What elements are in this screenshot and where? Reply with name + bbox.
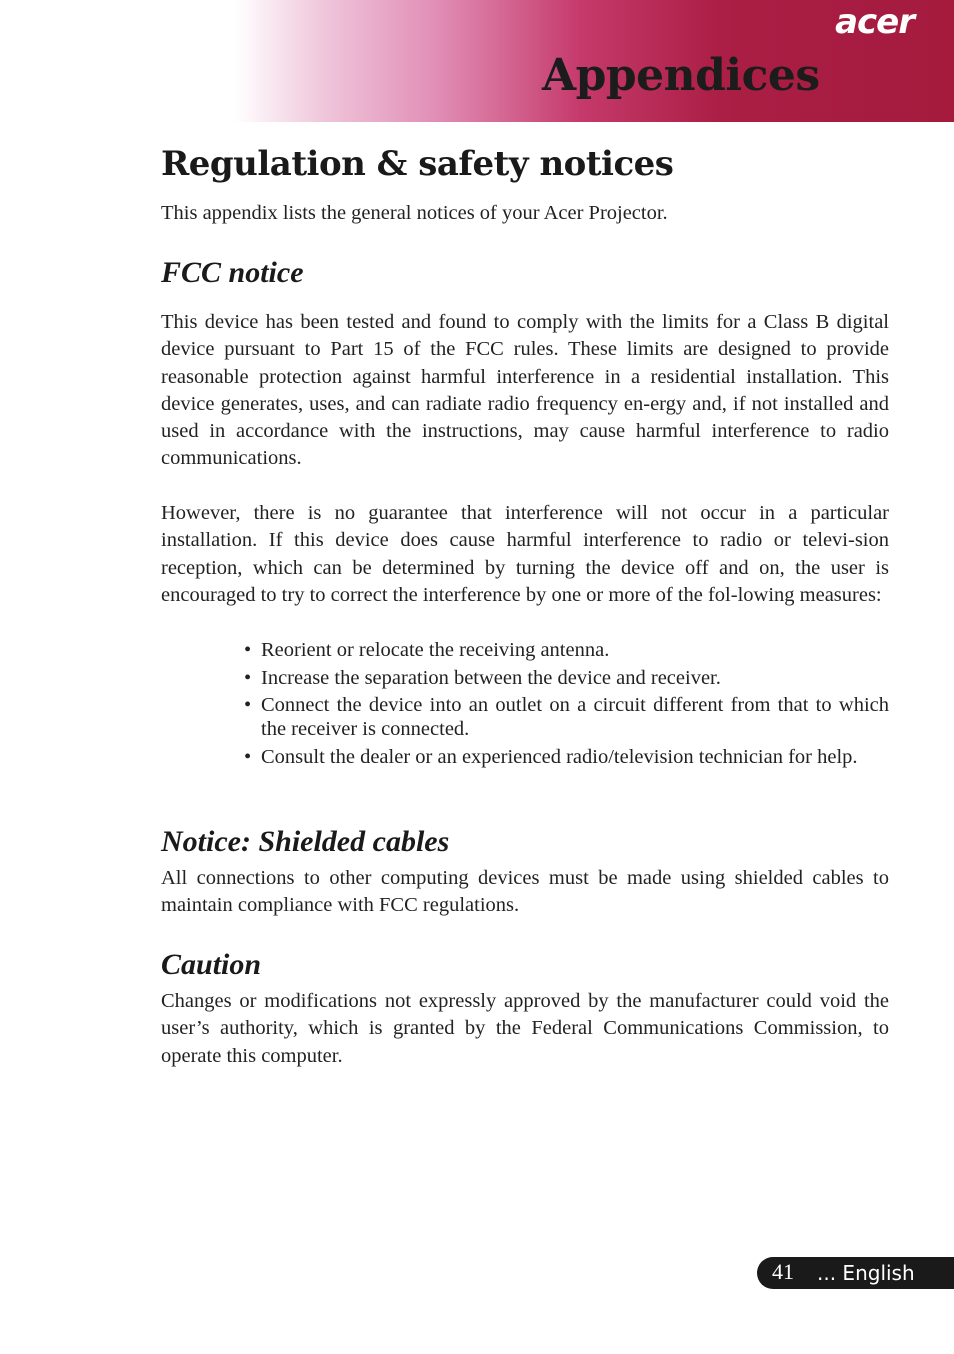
bullet-icon: • (244, 745, 252, 768)
caution-heading: Caution (161, 948, 262, 981)
shielded-cables-text: All connections to other computing devices must be made using shielded cables to maintain compliance with FCC regulations. (161, 867, 889, 917)
measures-list (244, 638, 889, 772)
list-item (244, 666, 889, 690)
chapter-title: Appendices (542, 50, 820, 101)
list-item (244, 638, 889, 662)
list-item (244, 745, 889, 769)
intro-text: This appendix lists the general notices of your Acer Projector. (161, 202, 668, 224)
fcc-paragraph-2: However, there is no guarantee that interference will not occur in a particular installation. If this device does cause harmful interference to radio or televi-sion reception, which can be determined by turning the device off and on, the user is encouraged to try to correct the interference by one or more of the fol-lowing measures: (161, 502, 889, 606)
bullet-icon: • (244, 666, 252, 689)
list-item-text: Reorient or relocate the receiving antenna. (261, 639, 610, 661)
bullet-icon: • (244, 694, 252, 716)
fcc-paragraph-1: This device has been tested and found to comply with the limits for a Class B digital device pursuant to Part 15 of the FCC rules. These limits are designed to provide reasonable protection against harmful interference in a residential installation. This device generates, uses, and can radiate radio frequency en-ergy and, if not installed and used in accordance with the instructions, may cause harmful interference to radio communications. (161, 311, 889, 470)
page-number: 41 (772, 1259, 794, 1284)
list-item-text: Increase the separation between the device and receiver. (261, 666, 721, 689)
page-title: Regulation & safety notices (161, 144, 674, 184)
bullet-icon: • (244, 639, 252, 661)
acer-logo: acer (835, 2, 914, 42)
shielded-cables-heading: Notice: Shielded cables (161, 825, 450, 858)
list-item-text: Consult the dealer or an experienced radio/television technician for help. (261, 745, 858, 768)
fcc-notice-heading: FCC notice (161, 256, 304, 289)
list-item (244, 693, 889, 741)
list-item-text: Connect the device into an outlet on a circuit different from that to which the receiver is connected. (261, 694, 889, 740)
language-label: ... English (817, 1261, 915, 1285)
caution-text: Changes or modifications not expressly approved by the manufacturer could void the user’s authority, which is granted by the Federal Communications Commission, to operate this computer. (161, 990, 889, 1067)
